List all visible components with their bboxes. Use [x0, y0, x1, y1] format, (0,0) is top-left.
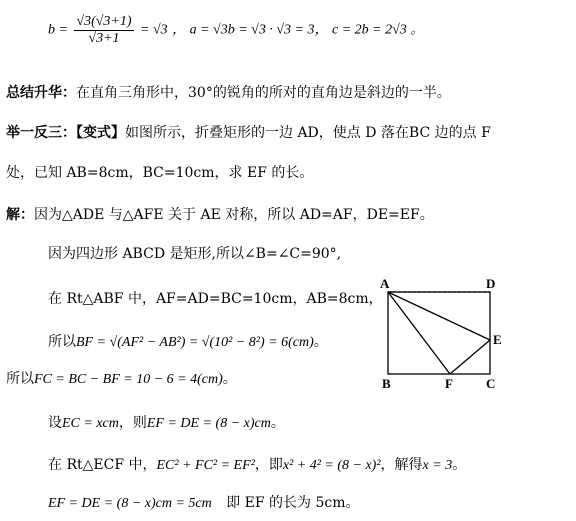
solution-text-2: 因为四边形 ABCD 是矩形,所以∠B=∠C=90°,	[48, 246, 342, 262]
x-equation: x² + 4² = (8 − x)²	[282, 458, 381, 473]
summary-label: 总结升华：	[6, 85, 76, 101]
solution-text-1: 因为△ADE 与△AFE 关于 AE 对称，所以 AD=AF，DE=EF。	[34, 207, 434, 223]
ec-def: EC = xcm	[62, 416, 119, 431]
solution-line-5	[6, 370, 237, 389]
s4-suffix: 。	[313, 334, 328, 350]
label-f: F	[445, 376, 453, 391]
solution-line-6	[48, 414, 285, 433]
exercise-line-2	[6, 164, 313, 182]
b-equals: b =	[48, 22, 68, 38]
ef-def: EF = DE = (8 − x)cm	[146, 416, 271, 431]
x-solution: x = 3	[422, 458, 453, 473]
s7-prefix: 在 Rt△ECF 中，	[48, 457, 157, 473]
summary-text: 在直角三角形中，30°的锐角的所对的直角边是斜边的一半。	[76, 85, 451, 101]
exercise-text-2: 处，已知 AB=8cm，BC=10cm，求 EF 的长。	[6, 165, 314, 181]
segment-ae	[388, 292, 490, 340]
solution-line-4	[48, 333, 328, 352]
label-c: C	[486, 376, 496, 391]
rectangle-fold-figure	[378, 276, 508, 391]
b-fraction-numerator: √3(√3+1)	[76, 14, 132, 29]
ef-result: EF = DE = (8 − x)cm = 5cm	[48, 496, 212, 511]
s7-mid: ，即	[254, 457, 283, 473]
b-result: = √3	[140, 22, 168, 38]
label-d: D	[486, 276, 496, 291]
fc-equation: FC = BC − BF = 10 − 6 = 4(cm)	[34, 372, 223, 387]
label-b: B	[382, 376, 391, 391]
s6-suffix: 。	[270, 415, 285, 431]
solution-line-3	[48, 290, 383, 308]
a-c-values: ， a = √3b = √3 · √3 = 3， c = 2b = 2√3 。	[172, 22, 425, 38]
exercise-text-1: 如图所示，折叠矩形的一边 AD，使点 D 落在BC 边的点 F	[125, 125, 491, 141]
solution-line-2	[48, 245, 341, 263]
label-e: E	[493, 332, 502, 347]
s7-mid2: ，解得	[380, 457, 423, 473]
pythag-eq: EC² + FC² = EF²	[156, 458, 255, 473]
s5-prefix: 所以	[6, 371, 34, 387]
segment-fe	[450, 340, 490, 374]
s6-mid: ，则	[118, 415, 147, 431]
s4-prefix: 所以	[48, 334, 76, 350]
solution-line-7	[48, 456, 466, 475]
b-fraction	[74, 14, 133, 47]
equation-line-b	[48, 14, 424, 54]
exercise-label: 举一反三：【变式】	[6, 125, 125, 141]
segment-af	[388, 292, 450, 374]
solution-label: 解：	[6, 207, 34, 223]
s5-suffix: 。	[222, 371, 237, 387]
solution-line-8	[48, 494, 360, 513]
bf-equation: BF = √(AF² − AB²) = √(10² − 8²) = 6(cm)	[76, 335, 314, 350]
label-a: A	[380, 276, 390, 291]
s7-suffix: 。	[452, 457, 467, 473]
solution-line-1	[6, 206, 434, 224]
summary-line	[6, 84, 451, 102]
solution-text-3: 在 Rt△ABF 中，AF=AD=BC=10cm，AB=8cm，	[48, 291, 383, 307]
final-answer: 即 EF 的长为 5cm。	[226, 495, 360, 511]
exercise-line-1	[6, 124, 491, 142]
b-fraction-denominator: √3+1	[88, 31, 120, 46]
s6-prefix: 设	[48, 415, 62, 431]
